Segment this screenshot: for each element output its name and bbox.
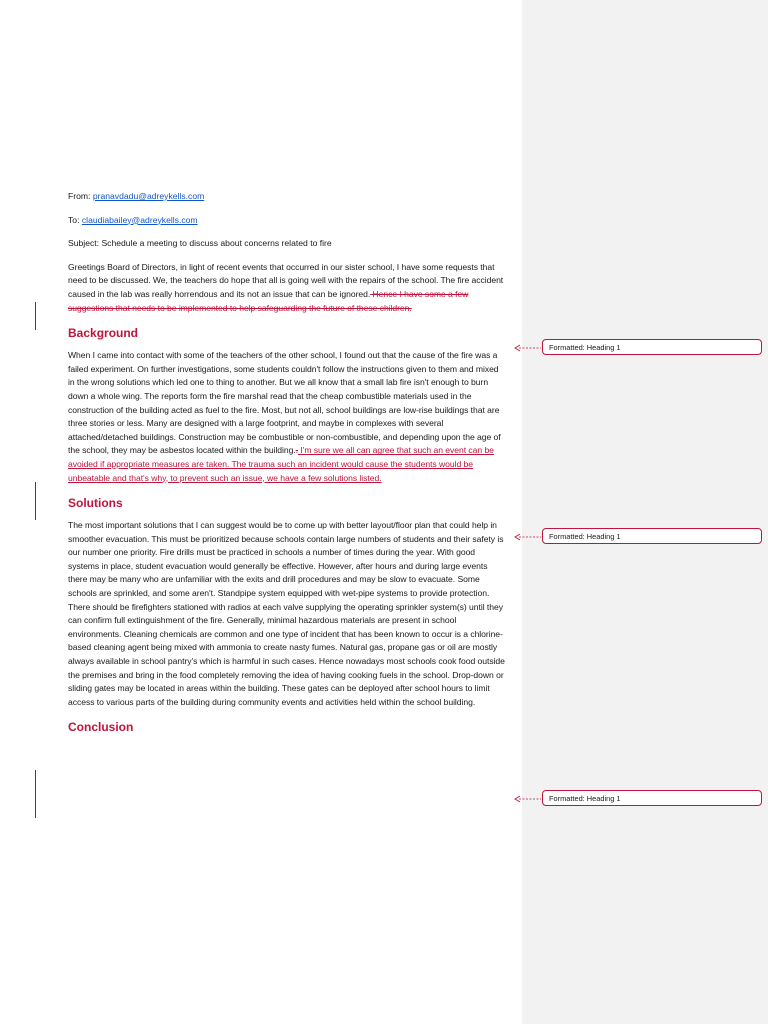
deleted-text: Hence I have some a few suggestions that needs to be implemented to help safeguarding the future of these children. [68, 288, 469, 313]
deleted-text: . [295, 445, 299, 456]
background-paragraph [68, 349, 505, 485]
heading-conclusion: Conclusion [68, 720, 134, 735]
to-line [68, 214, 505, 228]
comment-text: Formatted: Heading 1 [549, 532, 621, 541]
comment-text: Formatted: Heading 1 [549, 343, 621, 352]
document-body [68, 190, 505, 743]
to-label: To: [68, 214, 80, 225]
background-text: When I came into contact with some of the teachers of the other school, I found out that the cause of the fire was a failed experiment. On further investigations, some students couldn't follow the instructions given to them and mixed in the wrong solutions which led one to thing to another. But we all know that a small lab fire isn't enough to burn down a whole wing. The reports form the fire marshal read that the cheap combustible materials used in the construction of the building acted as fuel to the fire. Most, but not all, school buildings are low-rise buildings that are three stories or less. Many are designed with a large footprint, and maybe in complexes with several attached/detached buildings. Construction may be combustible or non-combustible, and depending upon the age of the school, they may be asbestos located within the building. [68, 350, 501, 456]
comment-balloon[interactable] [542, 790, 762, 806]
intro-paragraph [68, 261, 505, 315]
change-bar [35, 770, 36, 818]
from-line [68, 190, 505, 204]
comment-text: Formatted: Heading 1 [549, 794, 621, 803]
to-email-link[interactable]: claudiabailey@adreykells.com [81, 214, 198, 225]
comment-balloon[interactable] [542, 339, 762, 355]
heading-background: Background [68, 326, 139, 341]
arrow-connector-icon [513, 527, 541, 547]
arrow-connector-icon [513, 338, 541, 358]
inserted-text: I'm sure we all can agree that such an event can be avoided if appropriate measures are taken. The trauma such an incident would cause the students would be unbeatable and that's why, to prevent such an issue, we have a few solutions listed. [68, 445, 494, 483]
markup-pane [522, 0, 768, 1024]
comment-balloon[interactable] [542, 528, 762, 544]
solutions-paragraph: The most important solutions that I can suggest would be to come up with better layout/floor plan that could help in smoother evacuation. This must be prioritized because schools contain large numbers of students and their safety is our number one priority. Fire drills must be practiced in schools a number of times during the year. With good systems in place, student evacuation would generally be effective. However, after hours and during large events there may be many who are unfamiliar with the exits and drill procedures and may be slow to evacuate. Some schools are sprinkled, and some aren't. Standpipe system equipped with wet-pipe systems to provide protection. There should be firefighters stationed with radios at each valve supplying the operating sprinkler system(s) until they can confirm full extinguishment of the fire. Generally, minimal hazardous materials are present in school environments. Cleaning chemicals are common and one type of incident that has been known to occur is a chlorine-based cleaning agent being mixed with ammonia to create nasty fumes. Natural gas, propane gas or oil are mostly always available in school pantry's which is harmful in such cases. Hence nowadays most schools cook food outside the premises and bring in the food completely removing the idea of having cooking fuels in the school. Drop-down or sliding gates may be located in areas within the building. These gates can be deployed after school hours to limit access to various parts of the building during community events and activities held within the school building. [68, 520, 505, 707]
from-email-link[interactable]: pranavdadu@adreykells.com [92, 191, 205, 201]
change-bar [35, 482, 36, 520]
from-label: From: [68, 191, 91, 201]
subject-line: Subject: Schedule a meeting to discuss about concerns related to fire [68, 238, 332, 249]
intro-text: Greetings Board of Directors, in light of recent events that occurred in our sister school, I have some requests that need to be discussed. We, the teachers do hope that all is going well with the repairs of the school. The fire accident caused in the lab was really horrendous and its not an issue that can be ignored. [68, 261, 504, 299]
change-bar [35, 302, 36, 330]
arrow-connector-icon [513, 789, 541, 809]
heading-solutions: Solutions [68, 496, 123, 511]
